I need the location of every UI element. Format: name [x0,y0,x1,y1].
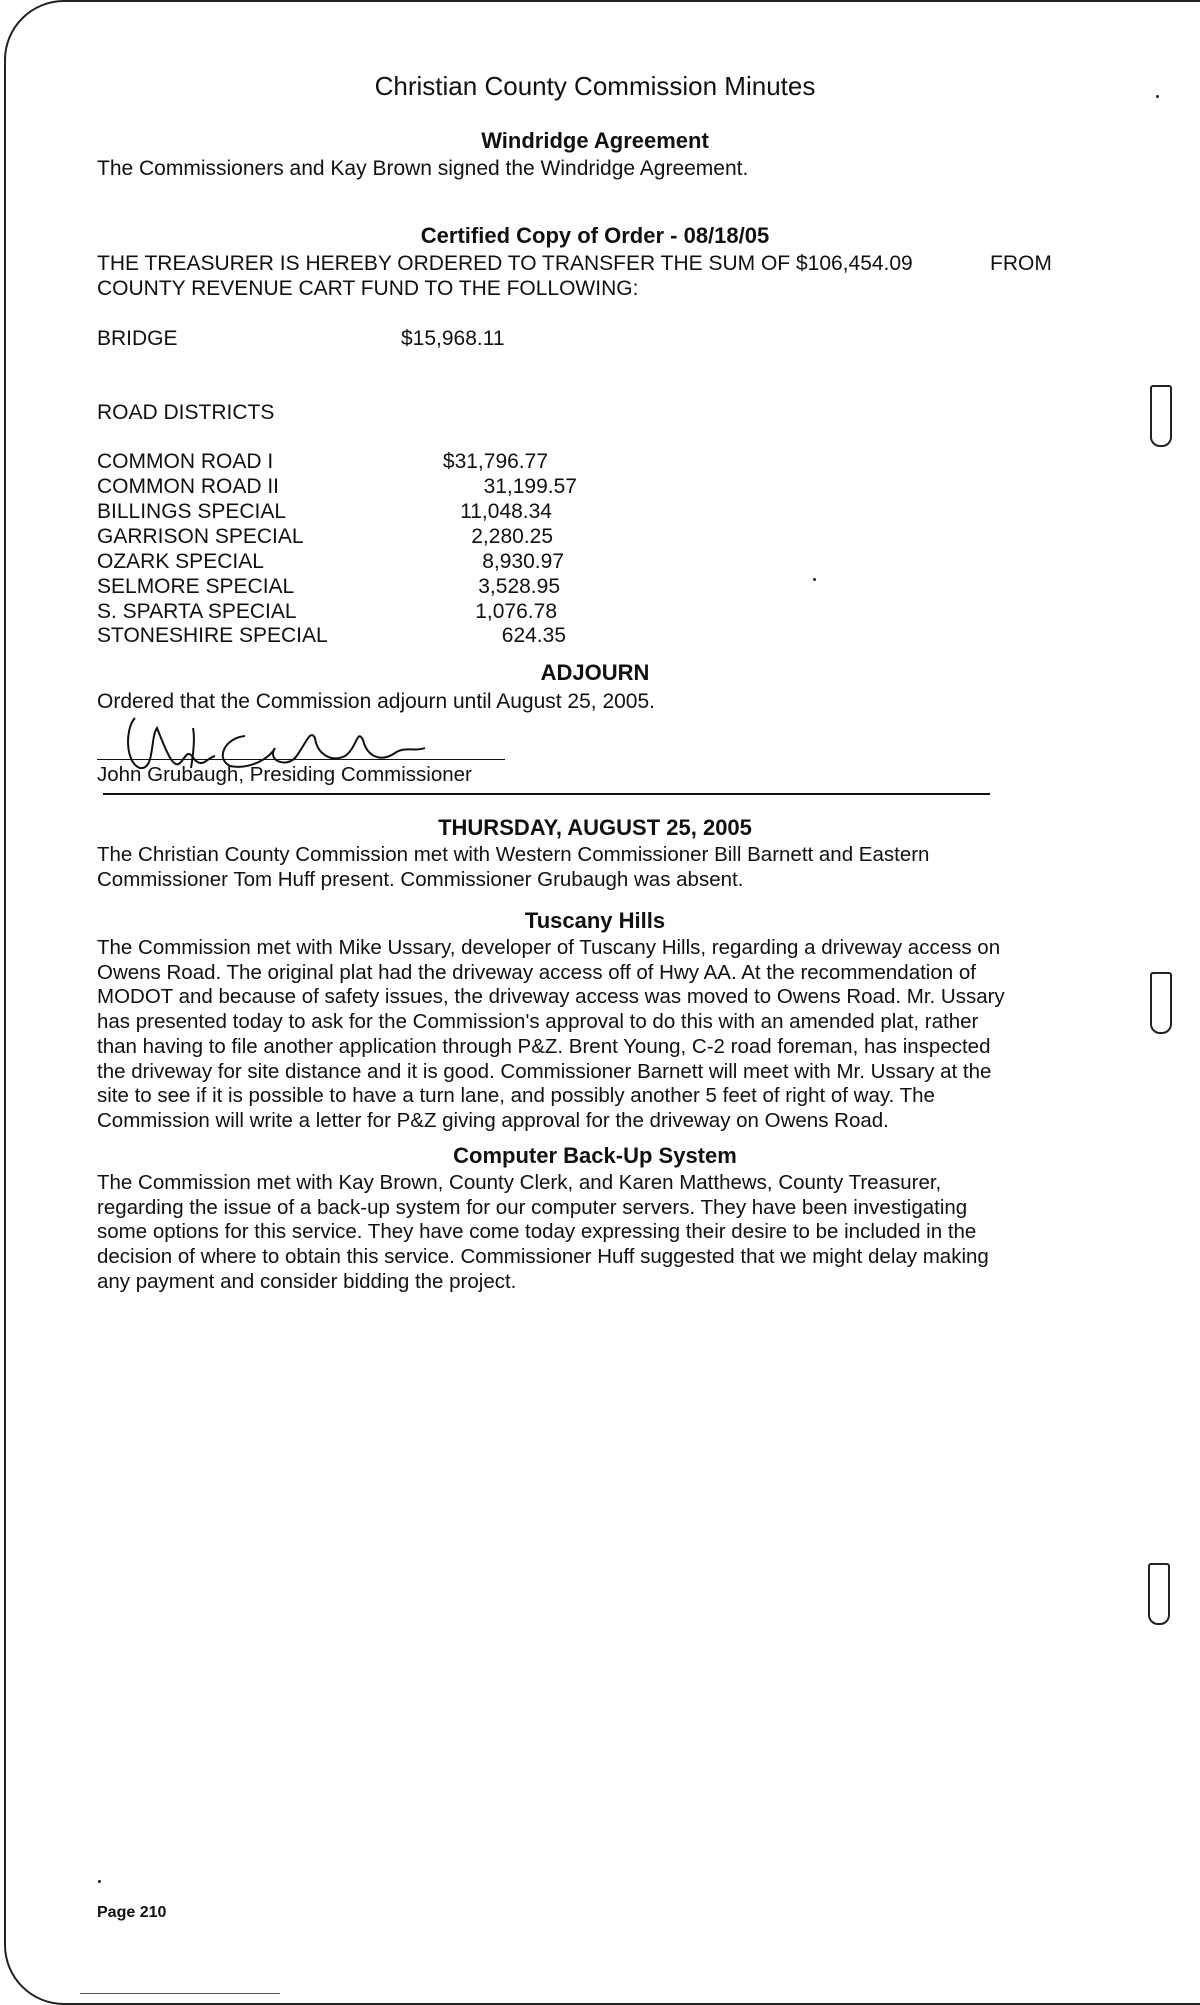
signer-name: John Grubaugh, Presiding Commissioner [97,763,472,786]
tuscany-paragraph [97,936,1005,1134]
binder-hole-top [1150,385,1172,447]
backup-paragraph [97,1171,989,1295]
order-line2: COUNTY REVENUE CART FUND TO THE FOLLOWING: [97,277,639,300]
paragraph-line: MODOT and because of safety issues, the driveway access was moved to Owens Road. Mr. Ussary [97,985,1005,1009]
paragraph-line: Commission will write a letter for P&Z giving approval for the driveway on Owens Road. [97,1108,889,1132]
stray-mark [813,578,816,581]
paragraph-line: The Commission met with Kay Brown, County Clerk, and Karen Matthews, County Treasurer, [97,1171,942,1194]
windridge-text: The Commissioners and Kay Brown signed the Windridge Agreement. [97,157,749,180]
section-divider [103,793,990,795]
bridge-amount: $15,968.11 [401,327,505,350]
district-amount: 624.35 [501,624,566,647]
district-name: STONESHIRE SPECIAL [97,624,328,647]
adjourn-heading: ADJOURN [540,660,650,685]
page-number: Page 210 [97,1904,167,1921]
district-name: SELMORE SPECIAL [97,575,295,598]
road-districts-label: ROAD DISTRICTS [97,401,275,424]
paragraph-line: has presented today to ask for the Commission's approval to do this with an amended plat, rather [97,1010,979,1034]
district-name: GARRISON SPECIAL [97,525,304,548]
backup-heading: Computer Back-Up System [453,1143,737,1168]
district-amount: 8,930.97 [482,550,564,573]
order-line1: THE TREASURER IS HEREBY ORDERED TO TRANSFER THE SUM OF $106,454.09 [97,252,913,275]
paragraph-line: site to see if it is possible to have a turn lane, and possibly another 5 feet of right of way. The [97,1084,935,1108]
order-line1-tail: FROM [990,252,1052,275]
district-name: COMMON ROAD II [97,475,279,498]
district-amount: $31,796.77 [442,450,548,473]
district-name: OZARK SPECIAL [97,550,264,573]
tuscany-heading: Tuscany Hills [524,908,666,933]
paragraph-line: the driveway for site distance and it is good. Commissioner Barnett will meet with Mr. Ussary at the [97,1059,992,1083]
thursday-paragraph [97,843,929,892]
page-title: Christian County Commission Minutes [374,71,816,101]
paragraph-line: some options for this service. They have come today expressing their desire to be included in the [97,1220,977,1244]
paragraph-line: Owens Road. The original plat had the driveway access off of Hwy AA. At the recommendation of [97,960,976,984]
paragraph-line: Commissioner Tom Huff present. Commissioner Grubaugh was absent. [97,867,744,891]
district-amount: 11,048.34 [460,500,552,523]
bottom-edge-line [80,1993,280,1994]
signature-line [97,759,505,760]
district-name: S. SPARTA SPECIAL [97,600,297,623]
stray-mark [98,1880,101,1883]
adjourn-text: Ordered that the Commission adjourn until August 25, 2005. [97,690,655,713]
paragraph-line: The Christian County Commission met with Western Commissioner Bill Barnett and Eastern [97,843,930,866]
bridge-label: BRIDGE [97,327,178,350]
district-amount: 2,280.25 [471,525,553,548]
district-amount: 31,199.57 [483,475,577,498]
paragraph-line: The Commission met with Mike Ussary, developer of Tuscany Hills, regarding a driveway access on [97,936,1001,959]
paragraph-line: regarding the issue of a back-up system for our computer servers. They have been investigating [97,1195,968,1219]
windridge-heading: Windridge Agreement [481,128,709,153]
paragraph-line: decision of where to obtain this service. Commissioner Huff suggested that we might delay making [97,1245,989,1269]
order-heading: Certified Copy of Order - 08/18/05 [420,223,770,248]
district-amount: 3,528.95 [478,575,560,598]
binder-hole-middle [1150,972,1172,1034]
district-name: COMMON ROAD I [97,450,274,473]
thursday-heading: THURSDAY, AUGUST 25, 2005 [438,815,752,840]
district-name: BILLINGS SPECIAL [97,500,287,523]
district-amount: 1,076.78 [475,600,557,623]
paragraph-line: than having to file another application through P&Z. Brent Young, C-2 road foreman, has inspected [97,1034,991,1058]
paragraph-line: any payment and consider bidding the project. [97,1269,517,1293]
binder-hole-bottom [1148,1563,1170,1625]
